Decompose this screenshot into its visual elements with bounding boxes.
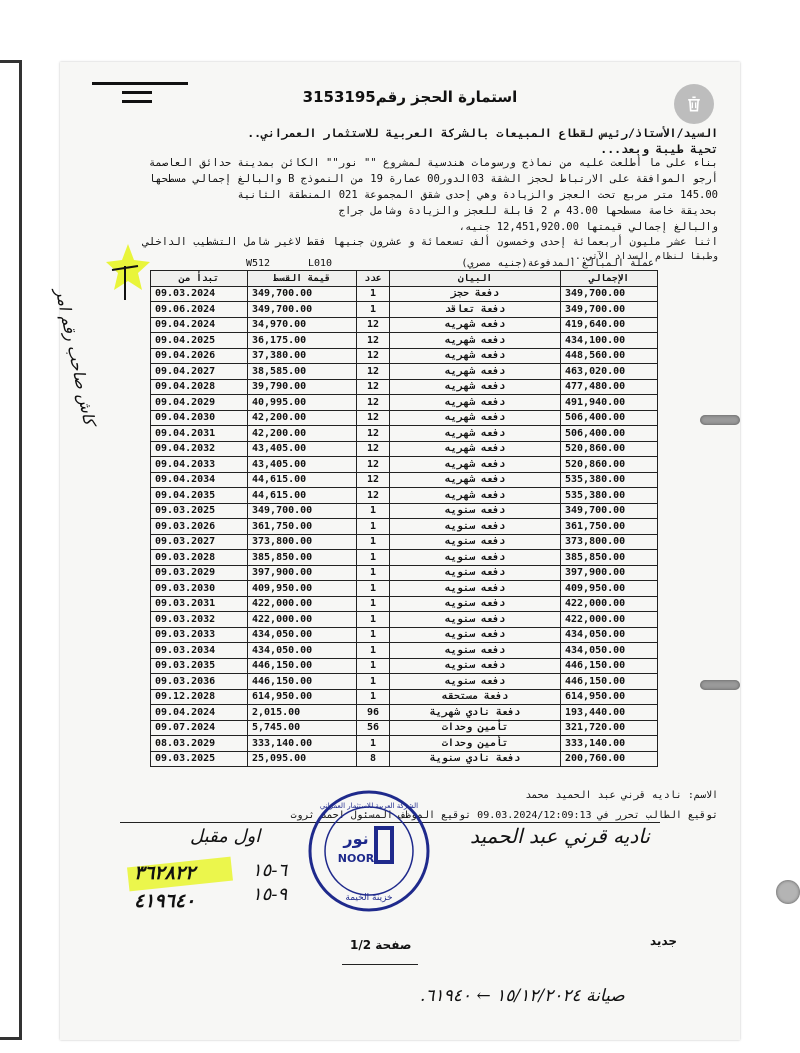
payment-schedule-table [150, 270, 658, 767]
handwritten-date-1: ٦-١٥ [252, 860, 288, 881]
table-row [151, 565, 658, 581]
cell-total: 535,380.00 [561, 472, 658, 488]
cell-description: دفعه سنويه [390, 612, 561, 628]
cell-start: 09.04.2030 [151, 410, 248, 426]
cell-start: 09.12.2028 [151, 689, 248, 705]
table-row [151, 736, 658, 752]
cell-description: دفعه سنويه [390, 658, 561, 674]
cell-count: 12 [357, 426, 390, 442]
cell-total: 349,700.00 [561, 302, 658, 318]
letter-line-3: بناء على ما أطلعت عليه من نماذج ورسومات هندسية لمشروع "" نور"" الكائن بمدينة حدائق العاصمة [149, 157, 718, 169]
cell-total: 614,950.00 [561, 689, 658, 705]
cell-count: 12 [357, 348, 390, 364]
cell-installment: 409,950.00 [248, 581, 357, 597]
cell-installment: 446,150.00 [248, 658, 357, 674]
cell-start: 09.03.2036 [151, 674, 248, 690]
header-start: تبدأ من [151, 271, 248, 287]
cell-description: دفعة مستحقه [390, 689, 561, 705]
cell-total: 477,480.00 [561, 379, 658, 395]
table-row [151, 395, 658, 411]
cell-count: 12 [357, 441, 390, 457]
cell-total: 409,950.00 [561, 581, 658, 597]
cell-description: دفعه شهريه [390, 317, 561, 333]
cell-total: 446,150.00 [561, 658, 658, 674]
cell-installment: 42,200.00 [248, 410, 357, 426]
cell-description: دفعه سنويه [390, 519, 561, 535]
cell-installment: 446,150.00 [248, 674, 357, 690]
binder-ring-1 [700, 415, 740, 425]
handwritten-number-2: ٤١٩٦٤٠ [134, 890, 196, 912]
letter-line-7: والبالغ إجمالي قيمتها 12,451,920.00 جنيه، [458, 221, 718, 233]
binder-left-edge [0, 60, 22, 1040]
company-stamp [306, 788, 432, 914]
cell-count: 1 [357, 689, 390, 705]
cell-count: 8 [357, 751, 390, 767]
cell-installment: 397,900.00 [248, 565, 357, 581]
trash-icon[interactable] [674, 84, 714, 124]
binder-ring-3 [776, 880, 800, 904]
table-row [151, 627, 658, 643]
table-row [151, 612, 658, 628]
cell-count: 1 [357, 503, 390, 519]
cell-total: 434,050.00 [561, 627, 658, 643]
table-header-row [151, 271, 658, 287]
cell-installment: 2,015.00 [248, 705, 357, 721]
table-row [151, 519, 658, 535]
cell-installment: 349,700.00 [248, 302, 357, 318]
table-row [151, 441, 658, 457]
cell-start: 09.07.2024 [151, 720, 248, 736]
cell-count: 1 [357, 550, 390, 566]
table-row [151, 705, 658, 721]
cell-total: 361,750.00 [561, 519, 658, 535]
cell-total: 520,860.00 [561, 457, 658, 473]
table-row [151, 317, 658, 333]
page-number-underline [342, 964, 418, 965]
letter-line-6: بحديقة خاصة مسطحها 43.00 م 2 قابلة للعجز والزيادة وشامل جراج [338, 205, 718, 217]
cell-start: 09.03.2027 [151, 534, 248, 550]
cell-start: 09.06.2024 [151, 302, 248, 318]
cell-total: 422,000.00 [561, 596, 658, 612]
cell-description: دفعه سنويه [390, 627, 561, 643]
cell-start: 09.03.2035 [151, 658, 248, 674]
cell-installment: 385,850.00 [248, 550, 357, 566]
table-row [151, 720, 658, 736]
cell-count: 1 [357, 565, 390, 581]
stamp-logo-latin: NOOR [337, 852, 375, 865]
cell-start: 09.03.2025 [151, 751, 248, 767]
binder-ring-2 [700, 680, 740, 690]
cell-installment: 40,995.00 [248, 395, 357, 411]
table-row [151, 364, 658, 380]
cell-total: 193,440.00 [561, 705, 658, 721]
cell-description: دفعه شهريه [390, 457, 561, 473]
handwritten-date-2: ٩-١٥ [252, 884, 288, 905]
cell-description: دفعه شهريه [390, 410, 561, 426]
table-row [151, 333, 658, 349]
cell-start: 09.04.2027 [151, 364, 248, 380]
cell-count: 12 [357, 333, 390, 349]
cell-total: 333,140.00 [561, 736, 658, 752]
cell-start: 09.03.2031 [151, 596, 248, 612]
cell-installment: 434,050.00 [248, 643, 357, 659]
header-installment: قيمة القسط [248, 271, 357, 287]
handwritten-number-1: ٣٦٢٨٢٢ [134, 862, 196, 884]
table-row [151, 689, 658, 705]
cell-installment: 25,095.00 [248, 751, 357, 767]
cell-installment: 373,800.00 [248, 534, 357, 550]
cell-description: دفعه شهريه [390, 488, 561, 504]
cell-description: تأمين وحدات [390, 736, 561, 752]
cell-start: 08.03.2029 [151, 736, 248, 752]
cell-count: 12 [357, 472, 390, 488]
cell-start: 09.04.2032 [151, 441, 248, 457]
cell-start: 09.04.2029 [151, 395, 248, 411]
cell-description: دفعه شهريه [390, 379, 561, 395]
cell-installment: 44,615.00 [248, 488, 357, 504]
cell-total: 506,400.00 [561, 410, 658, 426]
cell-count: 56 [357, 720, 390, 736]
cell-count: 1 [357, 736, 390, 752]
table-row [151, 550, 658, 566]
cell-total: 448,560.00 [561, 348, 658, 364]
cell-start: 09.04.2031 [151, 426, 248, 442]
header-total: الإجمالي [561, 271, 658, 287]
table-code-1: W512 [246, 258, 271, 269]
cell-count: 12 [357, 317, 390, 333]
cell-total: 419,640.00 [561, 317, 658, 333]
cell-installment: 349,700.00 [248, 286, 357, 302]
cell-description: دفعة نادي سنوية [390, 751, 561, 767]
cell-total: 506,400.00 [561, 426, 658, 442]
stamp-ring-text: الشركة العربية للاستثمار العمراني [319, 802, 419, 810]
cell-installment: 44,615.00 [248, 472, 357, 488]
cell-start: 09.03.2030 [151, 581, 248, 597]
table-row [151, 426, 658, 442]
header-count: عدد [357, 271, 390, 287]
side-note-text: كاش صاحب رقم امر [51, 286, 100, 427]
cell-total: 200,760.00 [561, 751, 658, 767]
table-row [151, 472, 658, 488]
cell-description: دفعه سنويه [390, 503, 561, 519]
cell-start: 09.03.2024 [151, 286, 248, 302]
cell-count: 1 [357, 534, 390, 550]
cell-start: 09.04.2026 [151, 348, 248, 364]
letter-line-4: أرجو الموافقة على الارتباط لحجز الشقة 03الدور00 عمارة 19 من النموذج B والبالغ إجمالي مسطحها [148, 173, 718, 185]
trash-glyph-icon [684, 94, 704, 114]
cell-total: 520,860.00 [561, 441, 658, 457]
cell-installment: 43,405.00 [248, 441, 357, 457]
cell-installment: 434,050.00 [248, 627, 357, 643]
cell-installment: 34,970.00 [248, 317, 357, 333]
page-number: صفحة 1/2 [350, 938, 412, 952]
cell-count: 96 [357, 705, 390, 721]
cell-description: دفعه شهريه [390, 364, 561, 380]
applicant-name: الاسم: ناديه قرني عبد الحميد محمد [525, 790, 718, 801]
cell-count: 1 [357, 643, 390, 659]
cell-start: 09.03.2033 [151, 627, 248, 643]
cell-count: 1 [357, 286, 390, 302]
handwritten-first-installment: اول مقبل [190, 826, 261, 847]
cell-start: 09.04.2033 [151, 457, 248, 473]
stamp-bottom-text: خزينة الخيمة [345, 893, 393, 903]
cell-installment: 349,700.00 [248, 503, 357, 519]
cell-description: دفعة نادي شهرية [390, 705, 561, 721]
cell-count: 12 [357, 364, 390, 380]
cell-description: تأمين وحدات [390, 720, 561, 736]
cell-total: 422,000.00 [561, 612, 658, 628]
cell-count: 1 [357, 658, 390, 674]
cell-installment: 43,405.00 [248, 457, 357, 473]
cell-installment: 39,790.00 [248, 379, 357, 395]
cell-total: 385,850.00 [561, 550, 658, 566]
signature-line: توقيع الطالب تحرر في 09.03.2024/12:09:13 توقيع الموظف المسئول احمد ثروت [290, 810, 718, 821]
cell-start: 09.04.2025 [151, 333, 248, 349]
cell-count: 1 [357, 612, 390, 628]
cell-description: دفعه سنويه [390, 596, 561, 612]
cell-description: دفعه سنويه [390, 581, 561, 597]
cell-description: دفعه شهريه [390, 395, 561, 411]
table-row [151, 658, 658, 674]
cell-description: دفعه شهريه [390, 472, 561, 488]
cell-total: 349,700.00 [561, 503, 658, 519]
cell-description: دفعه سنويه [390, 643, 561, 659]
cell-start: 09.04.2035 [151, 488, 248, 504]
new-label: جديد [650, 934, 678, 948]
stamp-logo-text: نور [343, 829, 369, 848]
table-row [151, 643, 658, 659]
cell-start: 09.04.2028 [151, 379, 248, 395]
table-row [151, 488, 658, 504]
cell-installment: 333,140.00 [248, 736, 357, 752]
cell-description: دفعه شهريه [390, 426, 561, 442]
cell-count: 1 [357, 674, 390, 690]
cell-description: دفعه سنويه [390, 534, 561, 550]
cell-count: 12 [357, 410, 390, 426]
cell-start: 09.03.2028 [151, 550, 248, 566]
cell-start: 09.03.2034 [151, 643, 248, 659]
cell-start: 09.03.2025 [151, 503, 248, 519]
cell-count: 12 [357, 488, 390, 504]
cell-total: 434,100.00 [561, 333, 658, 349]
table-row [151, 581, 658, 597]
cell-installment: 37,380.00 [248, 348, 357, 364]
handwritten-bottom-note: صيانة ١٥/١٢/٢٠٢٤ ← ٦١٩٤٠. [420, 986, 625, 1006]
table-row [151, 410, 658, 426]
cell-count: 1 [357, 581, 390, 597]
currency-label: عملة المبالغ المدفوعة(جنيه مصري) [461, 258, 654, 269]
cell-count: 1 [357, 302, 390, 318]
cell-installment: 361,750.00 [248, 519, 357, 535]
letter-line-5: 145.00 متر مربع تحت العجز والزيادة وهي إحدى شقق المجموعة 021 المنطقة الثانية [237, 189, 718, 201]
handwritten-signature: ناديه قرني عبد الحميد [470, 824, 650, 848]
cell-description: دفعه شهريه [390, 348, 561, 364]
cell-count: 1 [357, 596, 390, 612]
letter-line-8: اثنا عشر مليون أربعمائة إحدى وخمسون ألف تسعمائة و عشرون جنيها فقط لاغير شامل التشطيب الداخلي [142, 236, 718, 248]
cell-total: 535,380.00 [561, 488, 658, 504]
cell-total: 491,940.00 [561, 395, 658, 411]
letter-line-9: وطبقا لنظام السداد الآتي... [569, 251, 718, 262]
cell-total: 434,050.00 [561, 643, 658, 659]
cell-description: دفعه شهريه [390, 333, 561, 349]
letter-line-1: السيد/الأستاذ/رئيس لقطاع المبيعات بالشركة العربية للاستثمار العمراني.. [247, 126, 718, 140]
table-row [151, 596, 658, 612]
cell-installment: 36,175.00 [248, 333, 357, 349]
cell-start: 09.03.2032 [151, 612, 248, 628]
cell-total: 321,720.00 [561, 720, 658, 736]
cell-count: 12 [357, 395, 390, 411]
cell-count: 12 [357, 379, 390, 395]
cell-start: 09.04.2024 [151, 705, 248, 721]
cell-installment: 38,585.00 [248, 364, 357, 380]
header-description: البيان [390, 271, 561, 287]
cell-start: 09.03.2026 [151, 519, 248, 535]
cell-total: 446,150.00 [561, 674, 658, 690]
cell-description: دفعة حجز [390, 286, 561, 302]
table-row [151, 751, 658, 767]
noor-logo-icon [376, 828, 392, 862]
cell-start: 09.03.2029 [151, 565, 248, 581]
table-row [151, 348, 658, 364]
cell-description: دفعه سنويه [390, 565, 561, 581]
cell-description: دفعه سنويه [390, 550, 561, 566]
cell-total: 463,020.00 [561, 364, 658, 380]
table-row [151, 379, 658, 395]
page-title: استمارة الحجز رقم3153195 [302, 88, 518, 106]
cell-total: 397,900.00 [561, 565, 658, 581]
table-row [151, 457, 658, 473]
cell-total: 373,800.00 [561, 534, 658, 550]
cell-installment: 614,950.00 [248, 689, 357, 705]
table-row [151, 302, 658, 318]
cell-count: 1 [357, 627, 390, 643]
cell-description: دفعه سنويه [390, 674, 561, 690]
cell-start: 09.04.2024 [151, 317, 248, 333]
table-row [151, 674, 658, 690]
letter-line-2: تحية طيبة وبعد... [600, 142, 718, 156]
table-row [151, 503, 658, 519]
cell-start: 09.04.2034 [151, 472, 248, 488]
cell-description: دفعة تعاقد [390, 302, 561, 318]
cell-count: 1 [357, 519, 390, 535]
table-row [151, 286, 658, 302]
cell-count: 12 [357, 457, 390, 473]
cell-installment: 422,000.00 [248, 596, 357, 612]
table-row [151, 534, 658, 550]
cell-installment: 422,000.00 [248, 612, 357, 628]
cell-installment: 5,745.00 [248, 720, 357, 736]
scanner-marks [92, 82, 188, 109]
cell-total: 349,700.00 [561, 286, 658, 302]
cell-installment: 42,200.00 [248, 426, 357, 442]
cell-description: دفعه شهريه [390, 441, 561, 457]
table-code-2: L010 [308, 258, 333, 269]
